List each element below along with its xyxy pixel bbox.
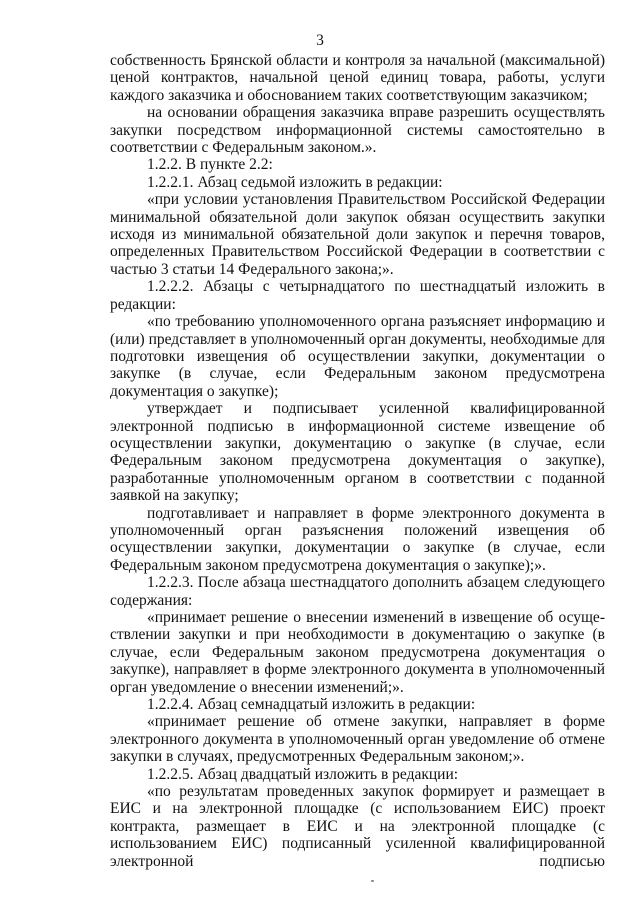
clause-1-2-2-3: 1.2.2.3. После абзаца шестнадцатого дополнить абзацем следующего содержания: (110, 574, 605, 609)
paragraph-approves-signs: утверждает и подписывает усиленной квалифицированной электронной подписью в информационной системе извещение об осуществлении закупки, документацию о закупке (в случае, если Федеральным законом предусмотрена документация о закупке), разработанные уполномоченным органом в соответствии с поданной заявкой на закупку; (110, 400, 605, 505)
document-body (110, 52, 605, 870)
clause-1-2-2-2: 1.2.2.2. Абзацы с четырнадцатого по шестнадцатый изложить в редакции: (110, 278, 605, 313)
quote-explains-information: «по требованию уполномоченного органа разъясняет информацию и (или) представляет в уполномоченный орган документы, необходимые для подготовки извещения об осуществлении закупки, документации о закупке (в случае, если Федеральным законом предусмотрена документация о закупке); (110, 313, 605, 400)
page-number: 3 (316, 32, 324, 49)
clause-1-2-2: 1.2.2. В пункте 2.2: (147, 156, 273, 174)
paragraph-continuation: собственность Брянской области и контроля за начальной (максимальной) ценой контрактов, начальной ценой единиц товара, работы, услуги каждого заказчика и обоснованием таких соответствующим заказчиком; (110, 52, 605, 104)
quote-cancellation: «принимает решение об отмене закупки, направляет в форме электронного документа в уполномоченный орган уведомление об отмене закупки в случаях, предусмотренных Федеральным законом;». (110, 713, 605, 766)
paragraph-prepares-clarifications: подготавливает и направляет в форме электронного документа в уполномоченный орган разъяснения положений извещения об осуществлении закупки, документации о закупке (в случае, если Федеральным законом предусмотрена документация о закупке);». (110, 504, 605, 574)
quote-contract-results: «по результатам проведенных закупок формирует и размещает в ЕИС и на электронной площадке (с использованием ЕИС) проект контракта, размещает в ЕИС и на электронной площадке (с использованием ЕИС) подписанный усиленной квалифицированной электронной подписью (110, 783, 605, 870)
clause-1-2-2-5: 1.2.2.5. Абзац двадцатый изложить в редакции: (147, 765, 459, 783)
quote-minimum-share: «при условии установления Правительством Российской Федерации минимальной обязательной доли закупок обязан осуществить закупки исходя из минимальной обязательной доли закупок и перечня товаров, определенных Правительством Российской Федерации в соответствии с частью 3 статьи 14 Федерального закона;». (110, 191, 605, 278)
clause-1-2-2-1: 1.2.2.1. Абзац седьмой изложить в редакции: (147, 173, 443, 191)
clause-1-2-2-4: 1.2.2.4. Абзац семнадцатый изложить в редакции: (147, 696, 476, 714)
quote-amendments: «принимает решение о внесении изменений в извещение об осуществлении закупки и при необходимости в документацию о закупке (в случае, если Федеральным законом предусмотрена документация о закупке), направляет в форме электронного документа в уполномоченный орган уведомление о внесении изменений;». (110, 609, 605, 696)
scan-speck (371, 880, 374, 882)
paragraph-authorization: на основании обращения заказчика вправе разрешить осуществлять закупки посредством информационной системы самостоятельно в соответствии с Федеральным законом.». (110, 104, 605, 157)
